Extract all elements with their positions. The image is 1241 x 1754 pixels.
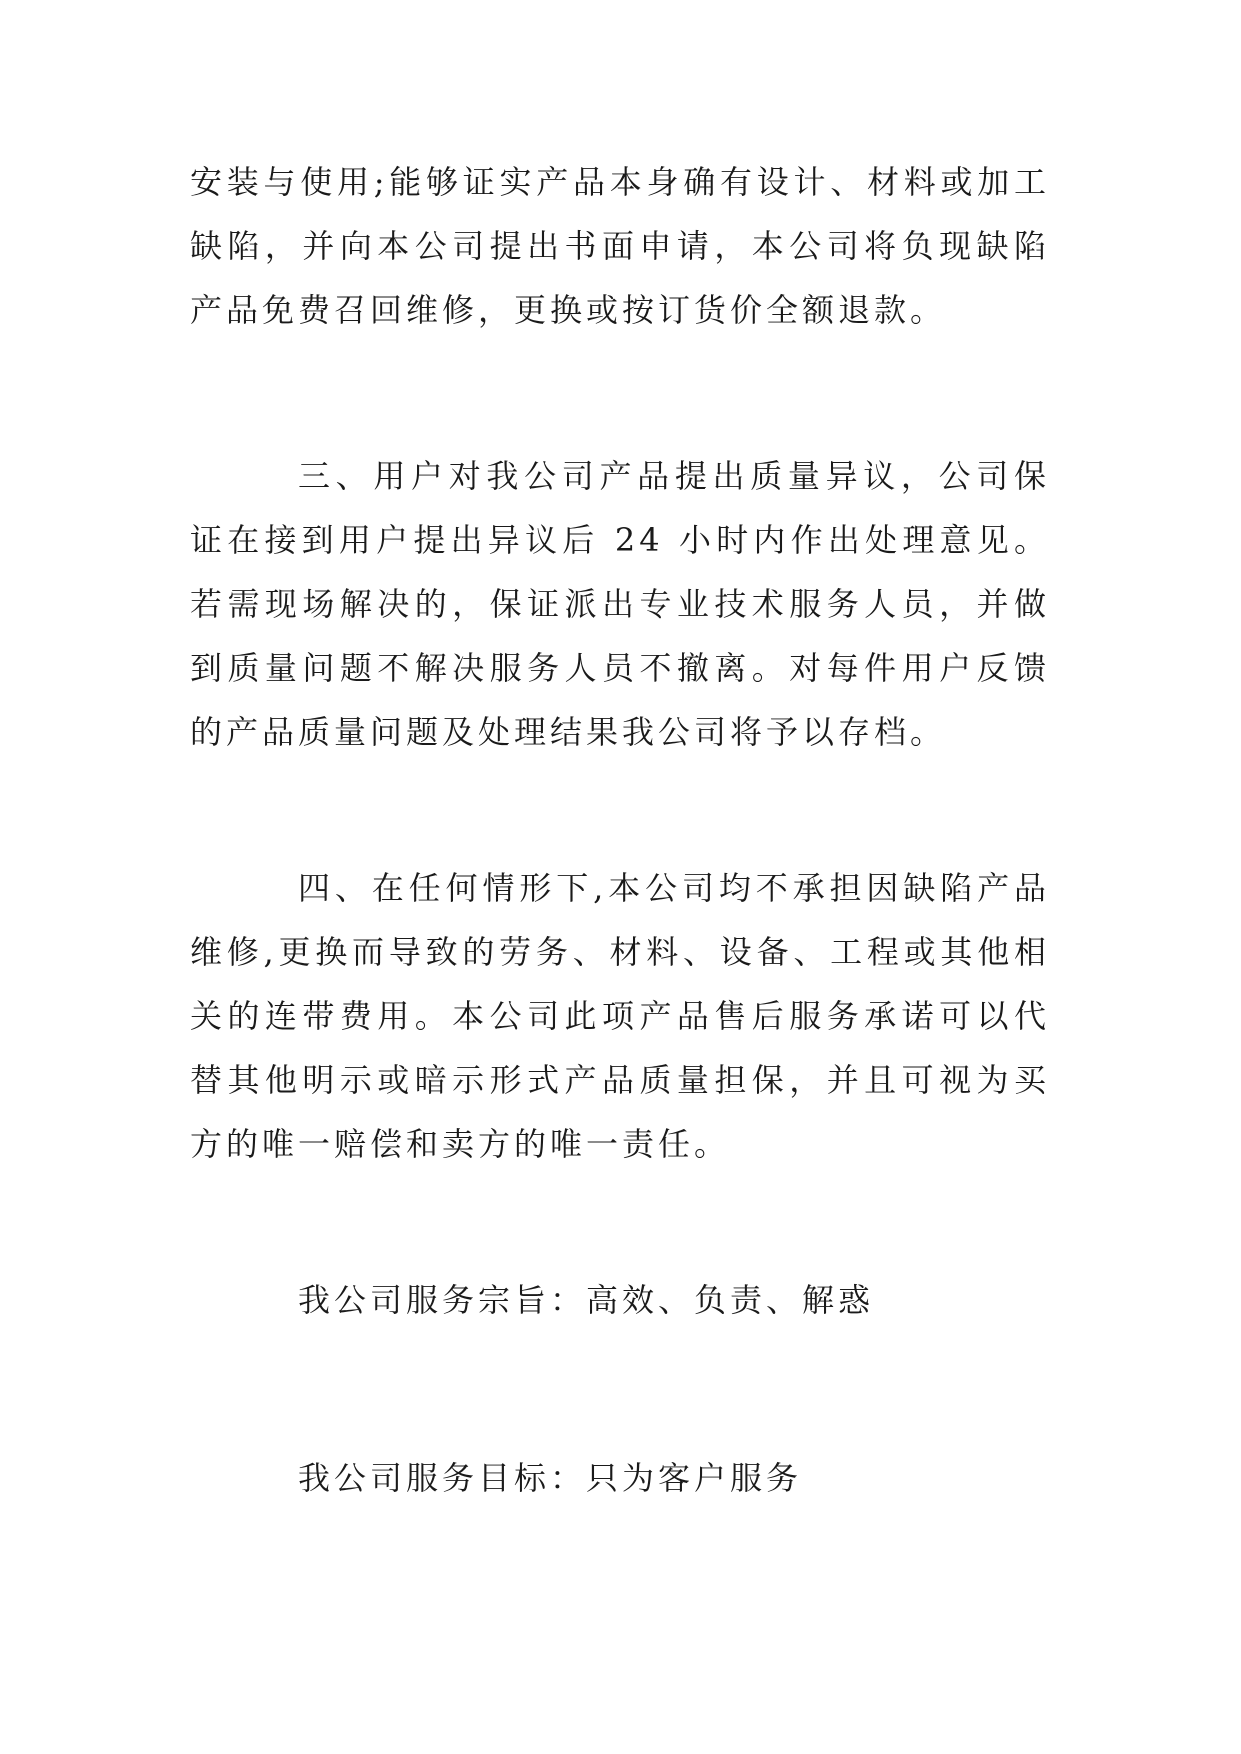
paragraph-section-4: 四、在任何情形下,本公司均不承担因缺陷产品维修,更换而导致的劳务、材料、设备、工程或其他相关的连带费用。本公司此项产品售后服务承诺可以代替其他明示或暗示形式产品质量担保，并且可视为买方的唯一赔偿和卖方的唯一责任。 <box>190 869 1050 1163</box>
paragraph-continuation: 安装与使用;能够证实产品本身确有设计、材料或加工缺陷，并向本公司提出书面申请，本公司将负现缺陷产品免费召回维修，更换或按订货价全额退款。 <box>190 163 1050 329</box>
service-goal: 我公司服务目标：只为客户服务 <box>298 1459 803 1497</box>
paragraph-section-3: 三、用户对我公司产品提出质量异议，公司保证在接到用户提出异议后 24 小时内作出处理意见。若需现场解决的，保证派出专业技术服务人员，并做到质量问题不解决服务人员不撤离。对每件用户反馈的产品质量问题及处理结果我公司将予以存档。 <box>190 457 1050 751</box>
service-tenet: 我公司服务宗旨：高效、负责、解惑 <box>298 1281 875 1319</box>
